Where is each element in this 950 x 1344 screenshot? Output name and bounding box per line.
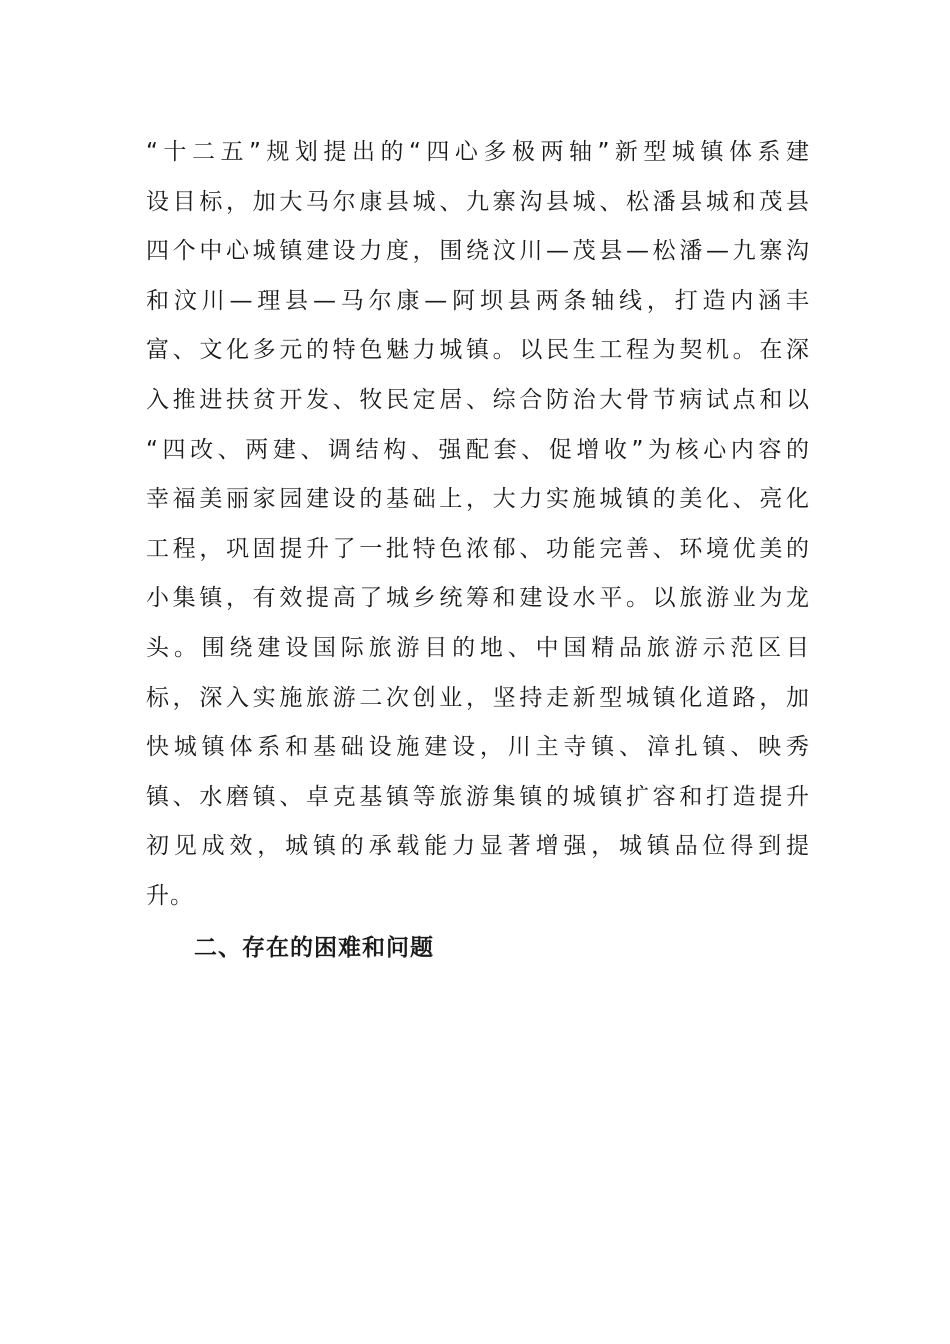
paragraph-line: 入推进扶贫开发、牧民定居、综合防治大骨节病试点和以 bbox=[146, 386, 810, 413]
paragraph-line: 富、文化多元的特色魅力城镇。以民生工程为契机。在深 bbox=[146, 337, 810, 364]
paragraph-line: 工程，巩固提升了一批特色浓郁、功能完善、环境优美的 bbox=[146, 535, 810, 562]
paragraph-line: 幸福美丽家园建设的基础上，大力实施城镇的美化、亮化 bbox=[146, 486, 810, 513]
paragraph-line: 升。 bbox=[146, 882, 194, 909]
paragraph-line: 和汶川—理县—马尔康—阿坝县两条轴线，打造内涵丰 bbox=[146, 287, 810, 314]
paragraph-line: 四个中心城镇建设力度，围绕汶川—茂县—松潘—九寨沟 bbox=[146, 238, 810, 265]
paragraph-line: “四改、两建、调结构、强配套、促增收”为核心内容的 bbox=[146, 436, 810, 463]
section-heading: 二、存在的困难和问题 bbox=[194, 935, 434, 961]
body-paragraph bbox=[146, 128, 810, 922]
paragraph-line: 标，深入实施旅游二次创业，坚持走新型城镇化道路，加 bbox=[146, 684, 810, 711]
paragraph-line: 镇、水磨镇、卓克基镇等旅游集镇的城镇扩容和打造提升 bbox=[146, 783, 810, 810]
paragraph-line: 设目标，加大马尔康县城、九寨沟县城、松潘县城和茂县 bbox=[146, 188, 810, 215]
paragraph-line: 头。围绕建设国际旅游目的地、中国精品旅游示范区目 bbox=[146, 634, 810, 661]
paragraph-line: “十二五”规划提出的“四心多极两轴”新型城镇体系建 bbox=[146, 139, 810, 165]
paragraph-line: 初见成效，城镇的承载能力显著增强，城镇品位得到提 bbox=[146, 833, 810, 860]
paragraph-line: 小集镇，有效提高了城乡统筹和建设水平。以旅游业为龙 bbox=[146, 585, 810, 612]
paragraph-line: 快城镇体系和基础设施建设，川主寺镇、漳扎镇、映秀 bbox=[146, 734, 810, 761]
